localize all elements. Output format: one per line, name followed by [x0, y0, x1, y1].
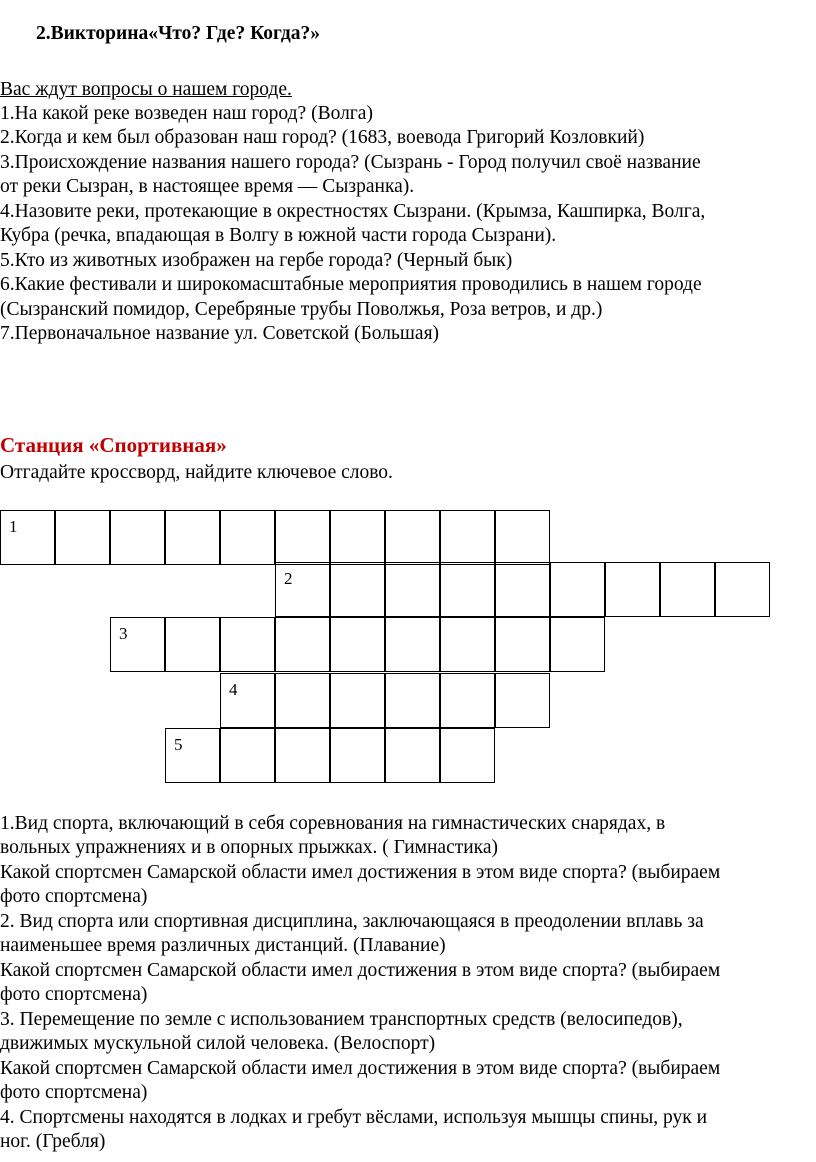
clue-1-cont: вольных упражнениях и в опорных прыжках. ( Гимнастика) [0, 837, 499, 858]
crossword-row-5-cell [275, 728, 330, 783]
crossword-row-4-cell [330, 673, 385, 728]
quiz-question-3-cont: от реки Сызран, в настоящее время — Сызранка). [0, 176, 415, 197]
crossword-number-2: 2 [284, 569, 293, 588]
clue-3-question: Какой спортсмен Самарской области имел достижения в этом виде спорта? (выбираем [0, 1058, 721, 1079]
crossword-row-2-cell [550, 562, 605, 617]
crossword-row-3-cell [275, 617, 330, 672]
crossword-row-1-cell [440, 510, 495, 565]
crossword-row-1-cell [55, 510, 110, 565]
station-task: Отгадайте кроссворд, найдите ключевое слово. [0, 462, 393, 483]
clue-2-question: Какой спортсмен Самарской области имел достижения в этом виде спорта? (выбираем [0, 960, 721, 981]
clue-3-cont: движимых мускульной силой человека. (Велоспорт) [0, 1033, 436, 1054]
crossword-row-4-cell [220, 673, 275, 728]
crossword-row-4-cell [440, 673, 495, 728]
quiz-question-7: 7.Первоначальное название ул. Советской (Большая) [0, 323, 440, 344]
clue-2-cont: наименьшее время различных дистанций. (Плавание) [0, 935, 446, 956]
crossword-row-2-cell [605, 562, 660, 617]
quiz-question-5: 5.Кто из животных изображен на гербе города? (Черный бык) [0, 250, 513, 271]
crossword-row-2-cell [495, 562, 550, 617]
quiz-question-3: 3.Происхождение названия нашего города? (Сызрань - Город получил своё название [0, 152, 701, 173]
crossword-row-3-cell [330, 617, 385, 672]
quiz-intro: Вас ждут вопросы о нашем городе. [0, 79, 292, 100]
crossword-row-1-cell [220, 510, 275, 565]
crossword-row-5-cell [220, 728, 275, 783]
crossword-row-1-cell [495, 510, 550, 565]
crossword-number-3: 3 [119, 624, 128, 643]
clue-4: 4. Спортсмены находятся в лодках и гребут вёслами, используя мышцы спины, рук и [0, 1107, 708, 1128]
crossword-row-1-cell [330, 510, 385, 565]
quiz-question-2: 2.Когда и кем был образован наш город? (1683, воевода Григорий Козловкий) [0, 127, 645, 148]
crossword-number-1: 1 [9, 517, 18, 536]
clue-1-question-cont: фото спортсмена) [0, 886, 148, 907]
crossword-row-1-cell [0, 510, 55, 565]
crossword-row-1-cell [385, 510, 440, 565]
quiz-question-6: 6.Какие фестивали и широкомасштабные мероприятия проводились в нашем городе [0, 274, 702, 295]
crossword-row-4-cell [385, 673, 440, 728]
clue-2-question-cont: фото спортсмена) [0, 984, 148, 1005]
crossword-row-2-cell [660, 562, 715, 617]
station-title: Станция «Спортивная» [0, 433, 227, 457]
crossword-row-3-cell [440, 617, 495, 672]
crossword-row-1-cell [165, 510, 220, 565]
crossword-row-5-cell [330, 728, 385, 783]
crossword-row-3-cell [550, 617, 605, 672]
crossword-row-3-cell [110, 617, 165, 672]
crossword-row-2-cell [715, 562, 770, 617]
crossword-row-1-cell [275, 510, 330, 565]
crossword-row-2-cell [275, 562, 330, 617]
crossword-number-4: 4 [229, 680, 238, 699]
crossword-row-5-cell [165, 728, 220, 783]
quiz-question-4: 4.Назовите реки, протекающие в окрестностях Сызрани. (Крымза, Кашпирка, Волга, [0, 201, 706, 222]
crossword-row-3-cell [220, 617, 275, 672]
clue-3: 3. Перемещение по земле с использованием транспортных средств (велосипедов), [0, 1009, 683, 1030]
quiz-question-6-cont: (Сызранский помидор, Серебряные трубы Поволжья, Роза ветров, и др.) [0, 299, 603, 320]
quiz-title: 2.Викторина«Что? Где? Когда?» [36, 23, 320, 44]
crossword-number-5: 5 [174, 735, 183, 754]
crossword-row-4-cell [495, 673, 550, 728]
crossword-row-5-cell [440, 728, 495, 783]
crossword-row-2-cell [440, 562, 495, 617]
clue-1-question: Какой спортсмен Самарской области имел достижения в этом виде спорта? (выбираем [0, 862, 721, 883]
quiz-question-4-cont: Кубра (речка, впадающая в Волгу в южной части города Сызрани). [0, 225, 557, 246]
crossword-row-2-cell [385, 562, 440, 617]
crossword-row-3-cell [165, 617, 220, 672]
crossword-row-3-cell [495, 617, 550, 672]
crossword-row-1-cell [110, 510, 165, 565]
crossword-row-4-cell [275, 673, 330, 728]
crossword-row-3-cell [385, 617, 440, 672]
crossword-row-5-cell [385, 728, 440, 783]
clue-1: 1.Вид спорта, включающий в себя соревнования на гимнастических снарядах, в [0, 813, 666, 834]
clue-4-cont: ног. (Гребля) [0, 1131, 106, 1152]
clue-2: 2. Вид спорта или спортивная дисциплина, заключающаяся в преодолении вплавь за [0, 911, 704, 932]
clue-3-question-cont: фото спортсмена) [0, 1082, 148, 1103]
quiz-question-1: 1.На какой реке возведен наш город? (Волга) [0, 103, 373, 124]
crossword-row-2-cell [330, 562, 385, 617]
